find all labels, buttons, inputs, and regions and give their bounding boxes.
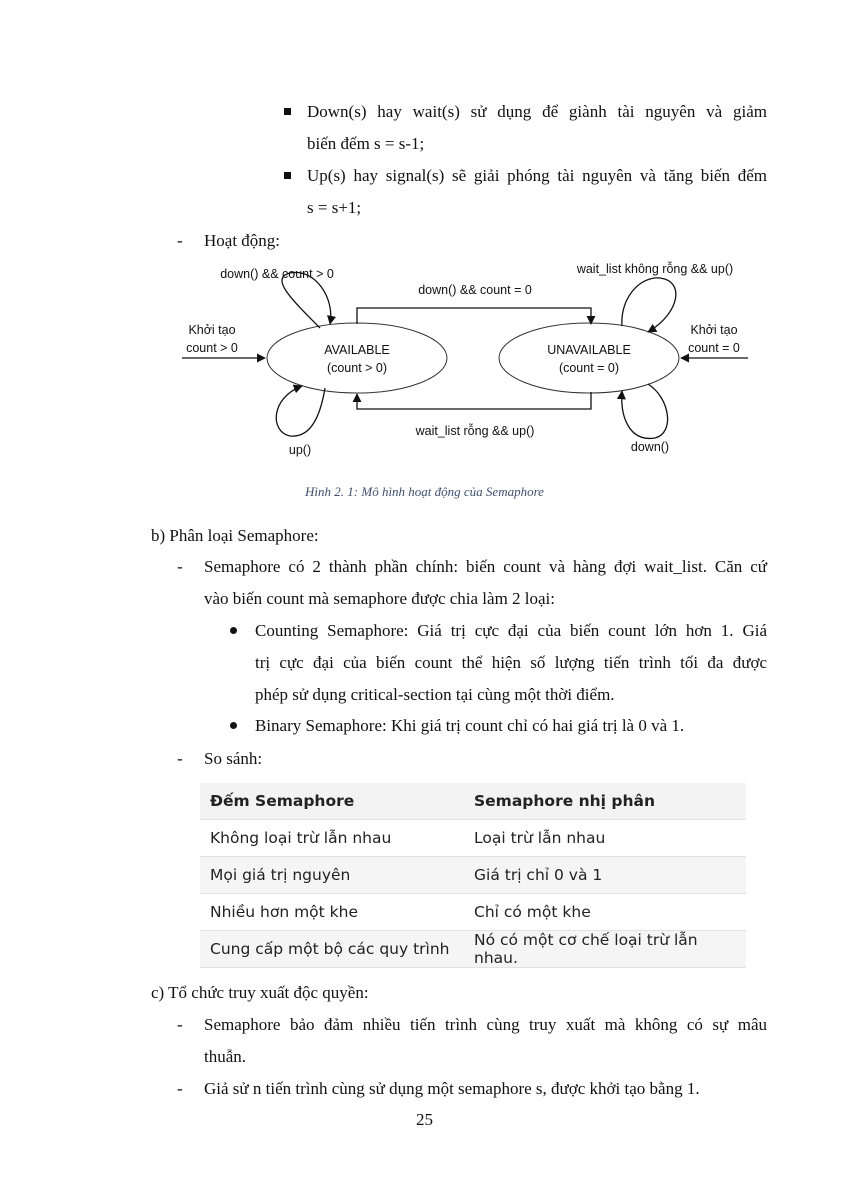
state-unavailable-sub: (count = 0): [558, 361, 620, 375]
square-bullet-icon: [284, 172, 291, 179]
section-b-p1-line2: vào biến count mà semaphore được chia làm 2 loại:: [204, 589, 556, 608]
dash-marker: -: [177, 749, 183, 768]
so-sanh-label: So sánh:: [204, 749, 263, 768]
edge-top-arrow: [357, 308, 591, 324]
dash-marker: -: [177, 1015, 183, 1034]
section-b-p1-line1: Semaphore có 2 thành phần chính: biến count và hàng đợi wait_list. Căn cứ: [204, 557, 767, 576]
table-cell: Nhiều hơn một khe: [200, 894, 462, 931]
table-row: [200, 894, 746, 931]
section-c-p2: Giả sử n tiến trình cùng sử dụng một semaphore s, được khởi tạo bằng 1.: [204, 1079, 700, 1098]
counting-line3: phép sử dụng critical-section tại cùng một thời điểm.: [255, 685, 615, 704]
section-b-heading: b) Phân loại Semaphore:: [151, 526, 319, 545]
loop-bottom-right-label: down(): [630, 440, 670, 454]
loop-top-right-label: wait_list không rỗng && up(): [576, 262, 734, 276]
comparison-table: [200, 783, 746, 968]
table-cell: Không loại trừ lẫn nhau: [200, 820, 462, 857]
loop-top-left-label: down() && count > 0: [220, 267, 334, 281]
edge-bottom-label: wait_list rỗng && up(): [415, 424, 535, 438]
table-cell: Chỉ có một khe: [462, 894, 746, 931]
bullet-up-line2: s = s+1;: [307, 198, 362, 217]
state-available: [267, 323, 447, 393]
dash-marker: -: [177, 557, 183, 576]
counting-line2: trị cực đại của biến count thể hiện số lượng tiến trình tối đa được: [255, 653, 767, 672]
section-c-p1-line1: Semaphore bảo đảm nhiều tiến trình cùng truy xuất mà không có sự mâu: [204, 1015, 767, 1034]
table-cell: Nó có một cơ chế loại trừ lẫn nhau.: [462, 931, 746, 968]
dash-marker: -: [177, 231, 183, 250]
init-left-label-2: count > 0: [186, 341, 238, 355]
table-row: [200, 857, 746, 894]
binary-semaphore: Binary Semaphore: Khi giá trị count chỉ có hai giá trị là 0 và 1.: [255, 716, 685, 735]
bullet-down-line1: Down(s) hay wait(s) sử dụng để giành tài nguyên và giảm: [307, 102, 767, 121]
figure-caption: Hình 2. 1: Mô hình hoạt động của Semaphore: [305, 484, 544, 499]
state-unavailable-name: UNAVAILABLE: [547, 343, 631, 357]
loop-top-right: [622, 278, 676, 332]
state-available-name: AVAILABLE: [324, 343, 390, 357]
round-bullet-icon: [230, 627, 237, 634]
semaphore-state-diagram: [170, 258, 770, 468]
table-header-cell: Semaphore nhị phân: [462, 783, 746, 820]
init-right-label-2: count = 0: [688, 341, 740, 355]
section-c-p1-line2: thuẫn.: [204, 1047, 247, 1066]
state-unavailable: [499, 323, 679, 393]
bullet-down-line2: biến đếm s = s-1;: [307, 134, 425, 153]
hoat-dong-label: Hoạt động:: [204, 231, 281, 250]
table-header-cell: Đếm Semaphore: [200, 783, 462, 820]
table-cell: Loại trừ lẫn nhau: [462, 820, 746, 857]
page-number: 25: [416, 1110, 433, 1129]
table-cell: Mọi giá trị nguyên: [200, 857, 462, 894]
table-row: [200, 820, 746, 857]
table-row: [200, 931, 746, 968]
loop-bottom-left-label: up(): [288, 443, 312, 457]
round-bullet-icon: [230, 722, 237, 729]
edge-top-label: down() && count = 0: [418, 283, 532, 297]
table-cell: Cung cấp một bộ các quy trình: [200, 931, 462, 968]
init-right-label-1: Khởi tạo: [690, 323, 738, 337]
square-bullet-icon: [284, 108, 291, 115]
state-available-sub: (count > 0): [326, 361, 388, 375]
bullet-up-line1: Up(s) hay signal(s) sẽ giải phóng tài nguyên và tăng biến đếm: [307, 166, 767, 185]
dash-marker: -: [177, 1079, 183, 1098]
loop-bottom-right: [622, 384, 668, 438]
loop-bottom-left: [276, 386, 325, 436]
table-header-row: [200, 783, 746, 820]
section-c-heading: c) Tổ chức truy xuất độc quyền:: [151, 983, 369, 1002]
table-cell: Giá trị chỉ 0 và 1: [462, 857, 746, 894]
edge-bottom-arrow: [357, 392, 591, 409]
counting-line1: Counting Semaphore: Giá trị cực đại của biến count lớn hơn 1. Giá: [255, 621, 767, 640]
init-left-label-1: Khởi tạo: [188, 323, 236, 337]
